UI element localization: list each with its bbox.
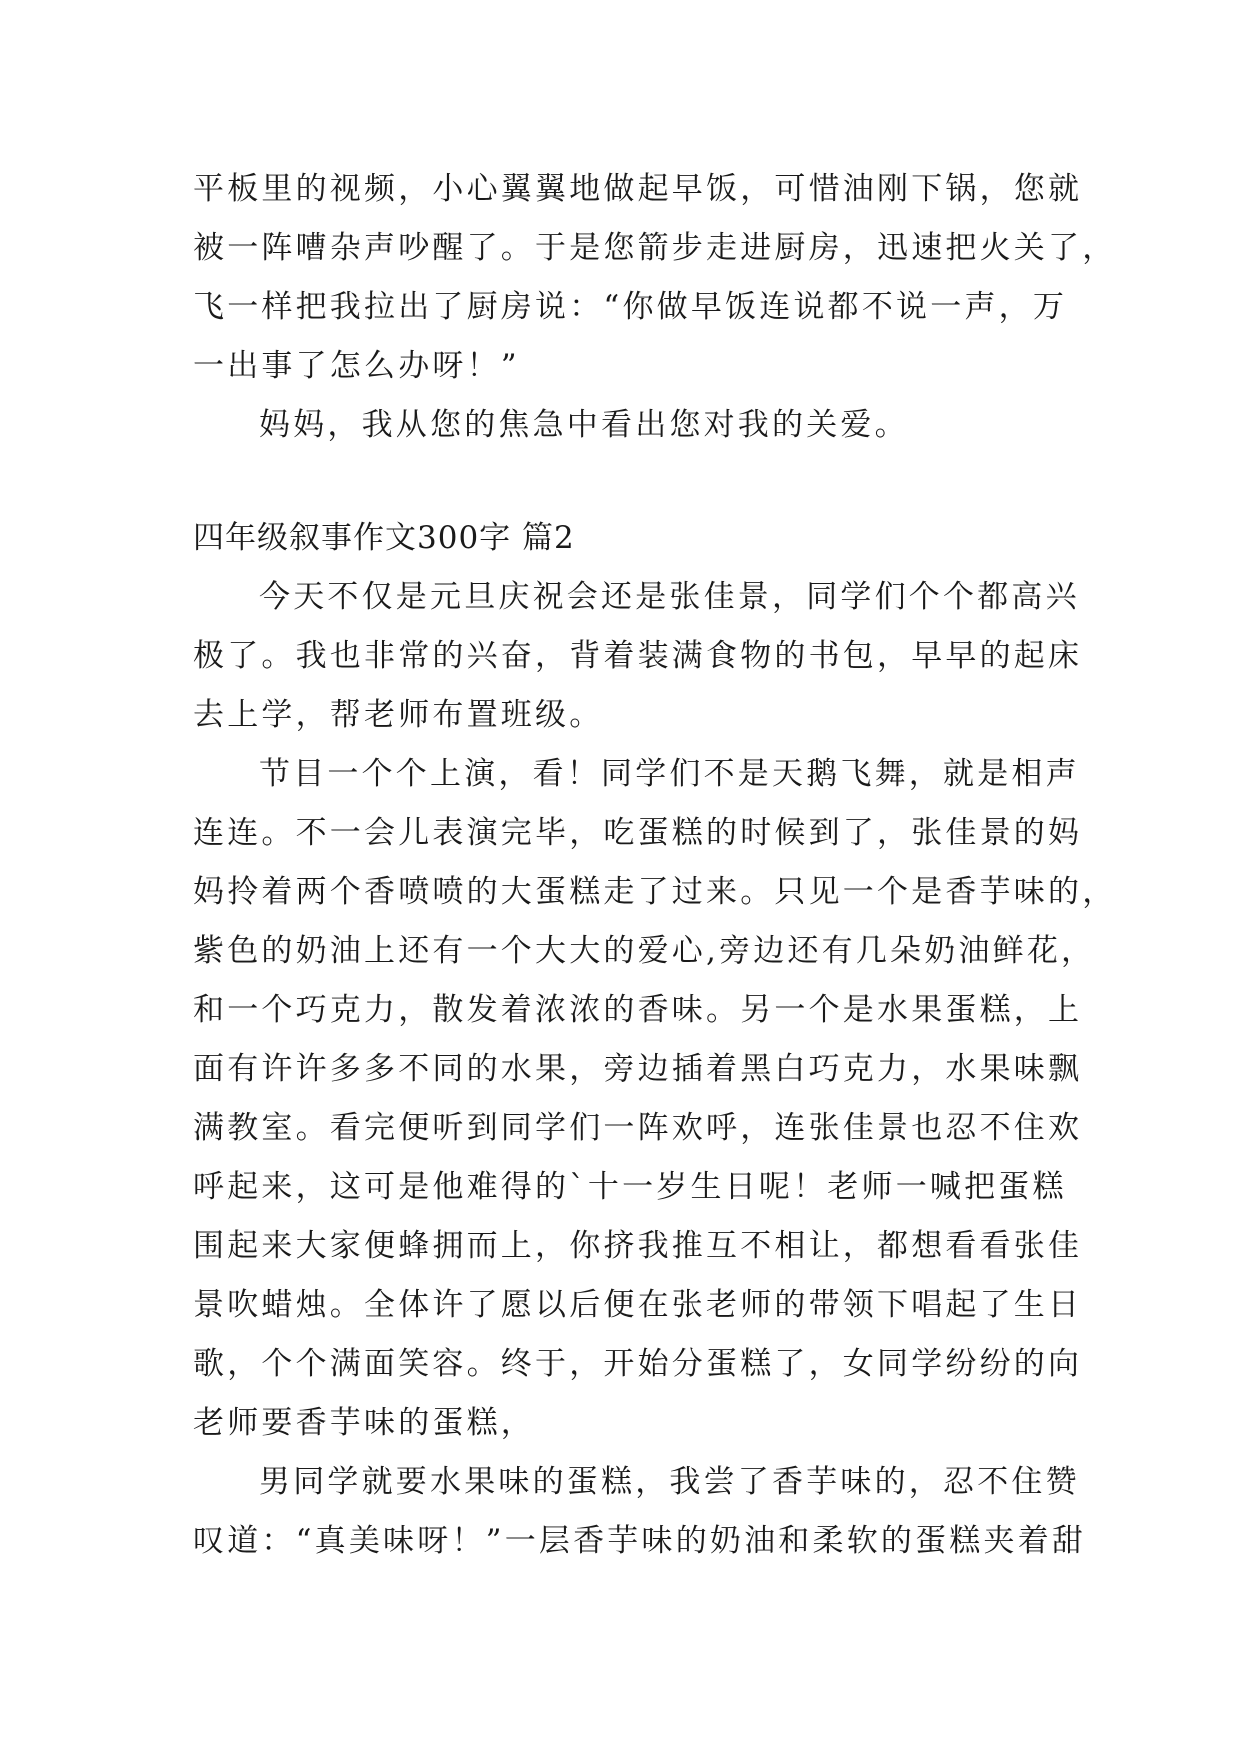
text-line: 连连。不一会儿表演完毕，吃蛋糕的时候到了，张佳景的妈	[193, 815, 1083, 851]
text-line: 被一阵嘈杂声吵醒了。于是您箭步走进厨房，迅速把火关了，	[193, 230, 1117, 266]
text-line: 一出事了怎么办呀！”	[193, 348, 520, 384]
paragraph-mom	[193, 396, 1055, 455]
text-line: 妈拎着两个香喷喷的大蛋糕走了过来。只见一个是香芋味的，	[193, 874, 1117, 910]
text-line: 飞一样把我拉出了厨房说：“你做早饭连说都不说一声，万	[193, 289, 1068, 325]
text-line: 呼起来，这可是他难得的`十一岁生日呢！老师一喊把蛋糕	[193, 1169, 1067, 1205]
text-line: 和一个巧克力，散发着浓浓的香味。另一个是水果蛋糕，上	[193, 992, 1083, 1028]
text-line: 极了。我也非常的兴奋，背着装满食物的书包，早早的起床	[193, 638, 1083, 674]
text-line: 今天不仅是元旦庆祝会还是张佳景，同学们个个都高兴	[259, 579, 1080, 615]
text-line: 男同学就要水果味的蛋糕，我尝了香芋味的，忍不住赞	[259, 1464, 1080, 1500]
paragraph-previous	[193, 160, 1117, 396]
text-line: 节目一个个上演，看！同学们不是天鹅飞舞，就是相声	[259, 756, 1080, 792]
text-line: 妈妈，我从您的焦急中看出您对我的关爱。	[259, 407, 909, 443]
text-line: 景吹蜡烛。全体许了愿以后便在张老师的带领下唱起了生日	[193, 1287, 1083, 1323]
text-line: 平板里的视频，小心翼翼地做起早饭，可惜油刚下锅，您就	[193, 171, 1083, 207]
paragraph-2	[193, 745, 1117, 1453]
text-line: 去上学，帮老师布置班级。	[193, 697, 604, 733]
paragraph-1	[193, 568, 1083, 745]
text-line: 歌，个个满面笑容。终于，开始分蛋糕了，女同学纷纷的向	[193, 1346, 1083, 1382]
text-line: 满教室。看完便听到同学们一阵欢呼，连张佳景也忍不住欢	[193, 1110, 1083, 1146]
text-line: 叹道：“真美味呀！”一层香芋味的奶油和柔软的蛋糕夹着甜	[193, 1523, 1087, 1559]
text-line: 面有许许多多不同的水果，旁边插着黑白巧克力，水果味飘	[193, 1051, 1083, 1087]
text-line: 老师要香芋味的蛋糕，	[193, 1405, 535, 1441]
paragraph-3	[193, 1453, 1087, 1571]
text-line: 围起来大家便蜂拥而上，你挤我推互不相让，都想看看张佳	[193, 1228, 1083, 1264]
text-line: 紫色的奶油上还有一个大大的爱心,旁边还有几朵奶油鲜花，	[193, 933, 1096, 969]
section-gap	[193, 455, 1055, 509]
document-page	[193, 160, 1117, 1571]
section-heading: 四年级叙事作文300字 篇2	[193, 520, 575, 556]
